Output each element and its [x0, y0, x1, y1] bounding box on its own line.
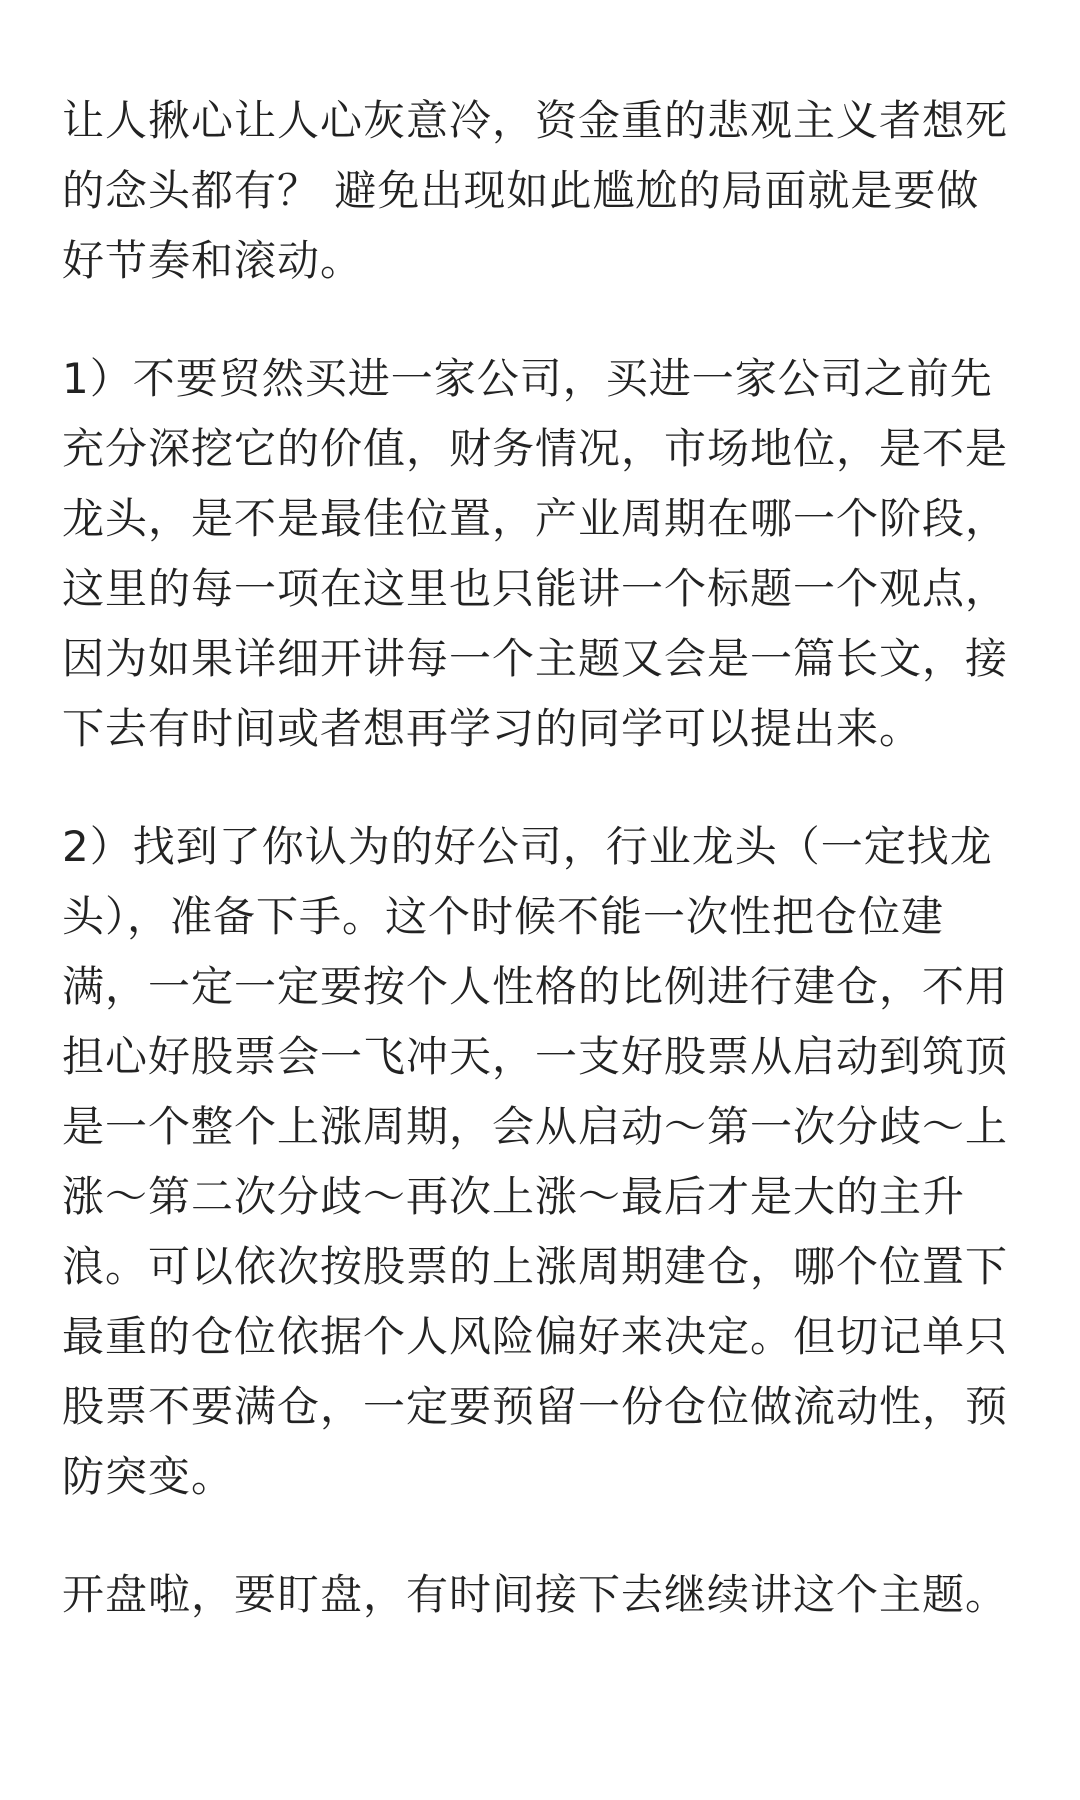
text-line: 好节奏和滚动。 [62, 236, 364, 285]
text-line: 股票不要满仓，一定要预留一份仓位做流动性，预 [62, 1382, 1009, 1431]
text-line: 浪。可以依次按股票的上涨周期建仓，哪个位置下 [62, 1242, 1009, 1291]
text-line: 龙头，是不是最佳位置，产业周期在哪一个阶段， [62, 494, 1009, 543]
text-line: 涨～第二次分歧～再次上涨～最后才是大的主升 [62, 1172, 966, 1221]
text-line: 头），准备下手。这个时候不能一次性把仓位建 [62, 892, 945, 941]
paragraph-point-2 [62, 812, 1020, 1512]
text-line: 让人揪心让人心灰意冷，资金重的悲观主义者想死 [62, 96, 1009, 145]
text-line: 2）找到了你认为的好公司，行业龙头（一定找龙 [62, 822, 993, 871]
text-line: 是一个整个上涨周期，会从启动～第一次分歧～上 [62, 1102, 1009, 1151]
text-line: 充分深挖它的价值，财务情况，市场地位，是不是 [62, 424, 1009, 473]
text-line: 的念头都有？ 避免出现如此尴尬的局面就是要做 [62, 166, 980, 215]
text-line: 开盘啦，要盯盘，有时间接下去继续讲这个主题。 [62, 1570, 1009, 1619]
text-line: 这里的每一项在这里也只能讲一个标题一个观点， [62, 564, 1009, 613]
text-line: 下去有时间或者想再学习的同学可以提出来。 [62, 704, 923, 753]
paragraph-intro [62, 86, 1020, 296]
text-line: 1）不要贸然买进一家公司，买进一家公司之前先 [62, 354, 993, 403]
text-line: 满，一定一定要按个人性格的比例进行建仓，不用 [62, 962, 1009, 1011]
paragraph-point-1 [62, 344, 1020, 764]
paragraph-closing [62, 1560, 1020, 1630]
text-line: 最重的仓位依据个人风险偏好来决定。但切记单只 [62, 1312, 1009, 1361]
article-body [62, 86, 1020, 1678]
text-line: 防突变。 [62, 1452, 235, 1501]
text-line: 担心好股票会一飞冲天，一支好股票从启动到筑顶 [62, 1032, 1009, 1081]
text-line: 因为如果详细开讲每一个主题又会是一篇长文，接 [62, 634, 1009, 683]
